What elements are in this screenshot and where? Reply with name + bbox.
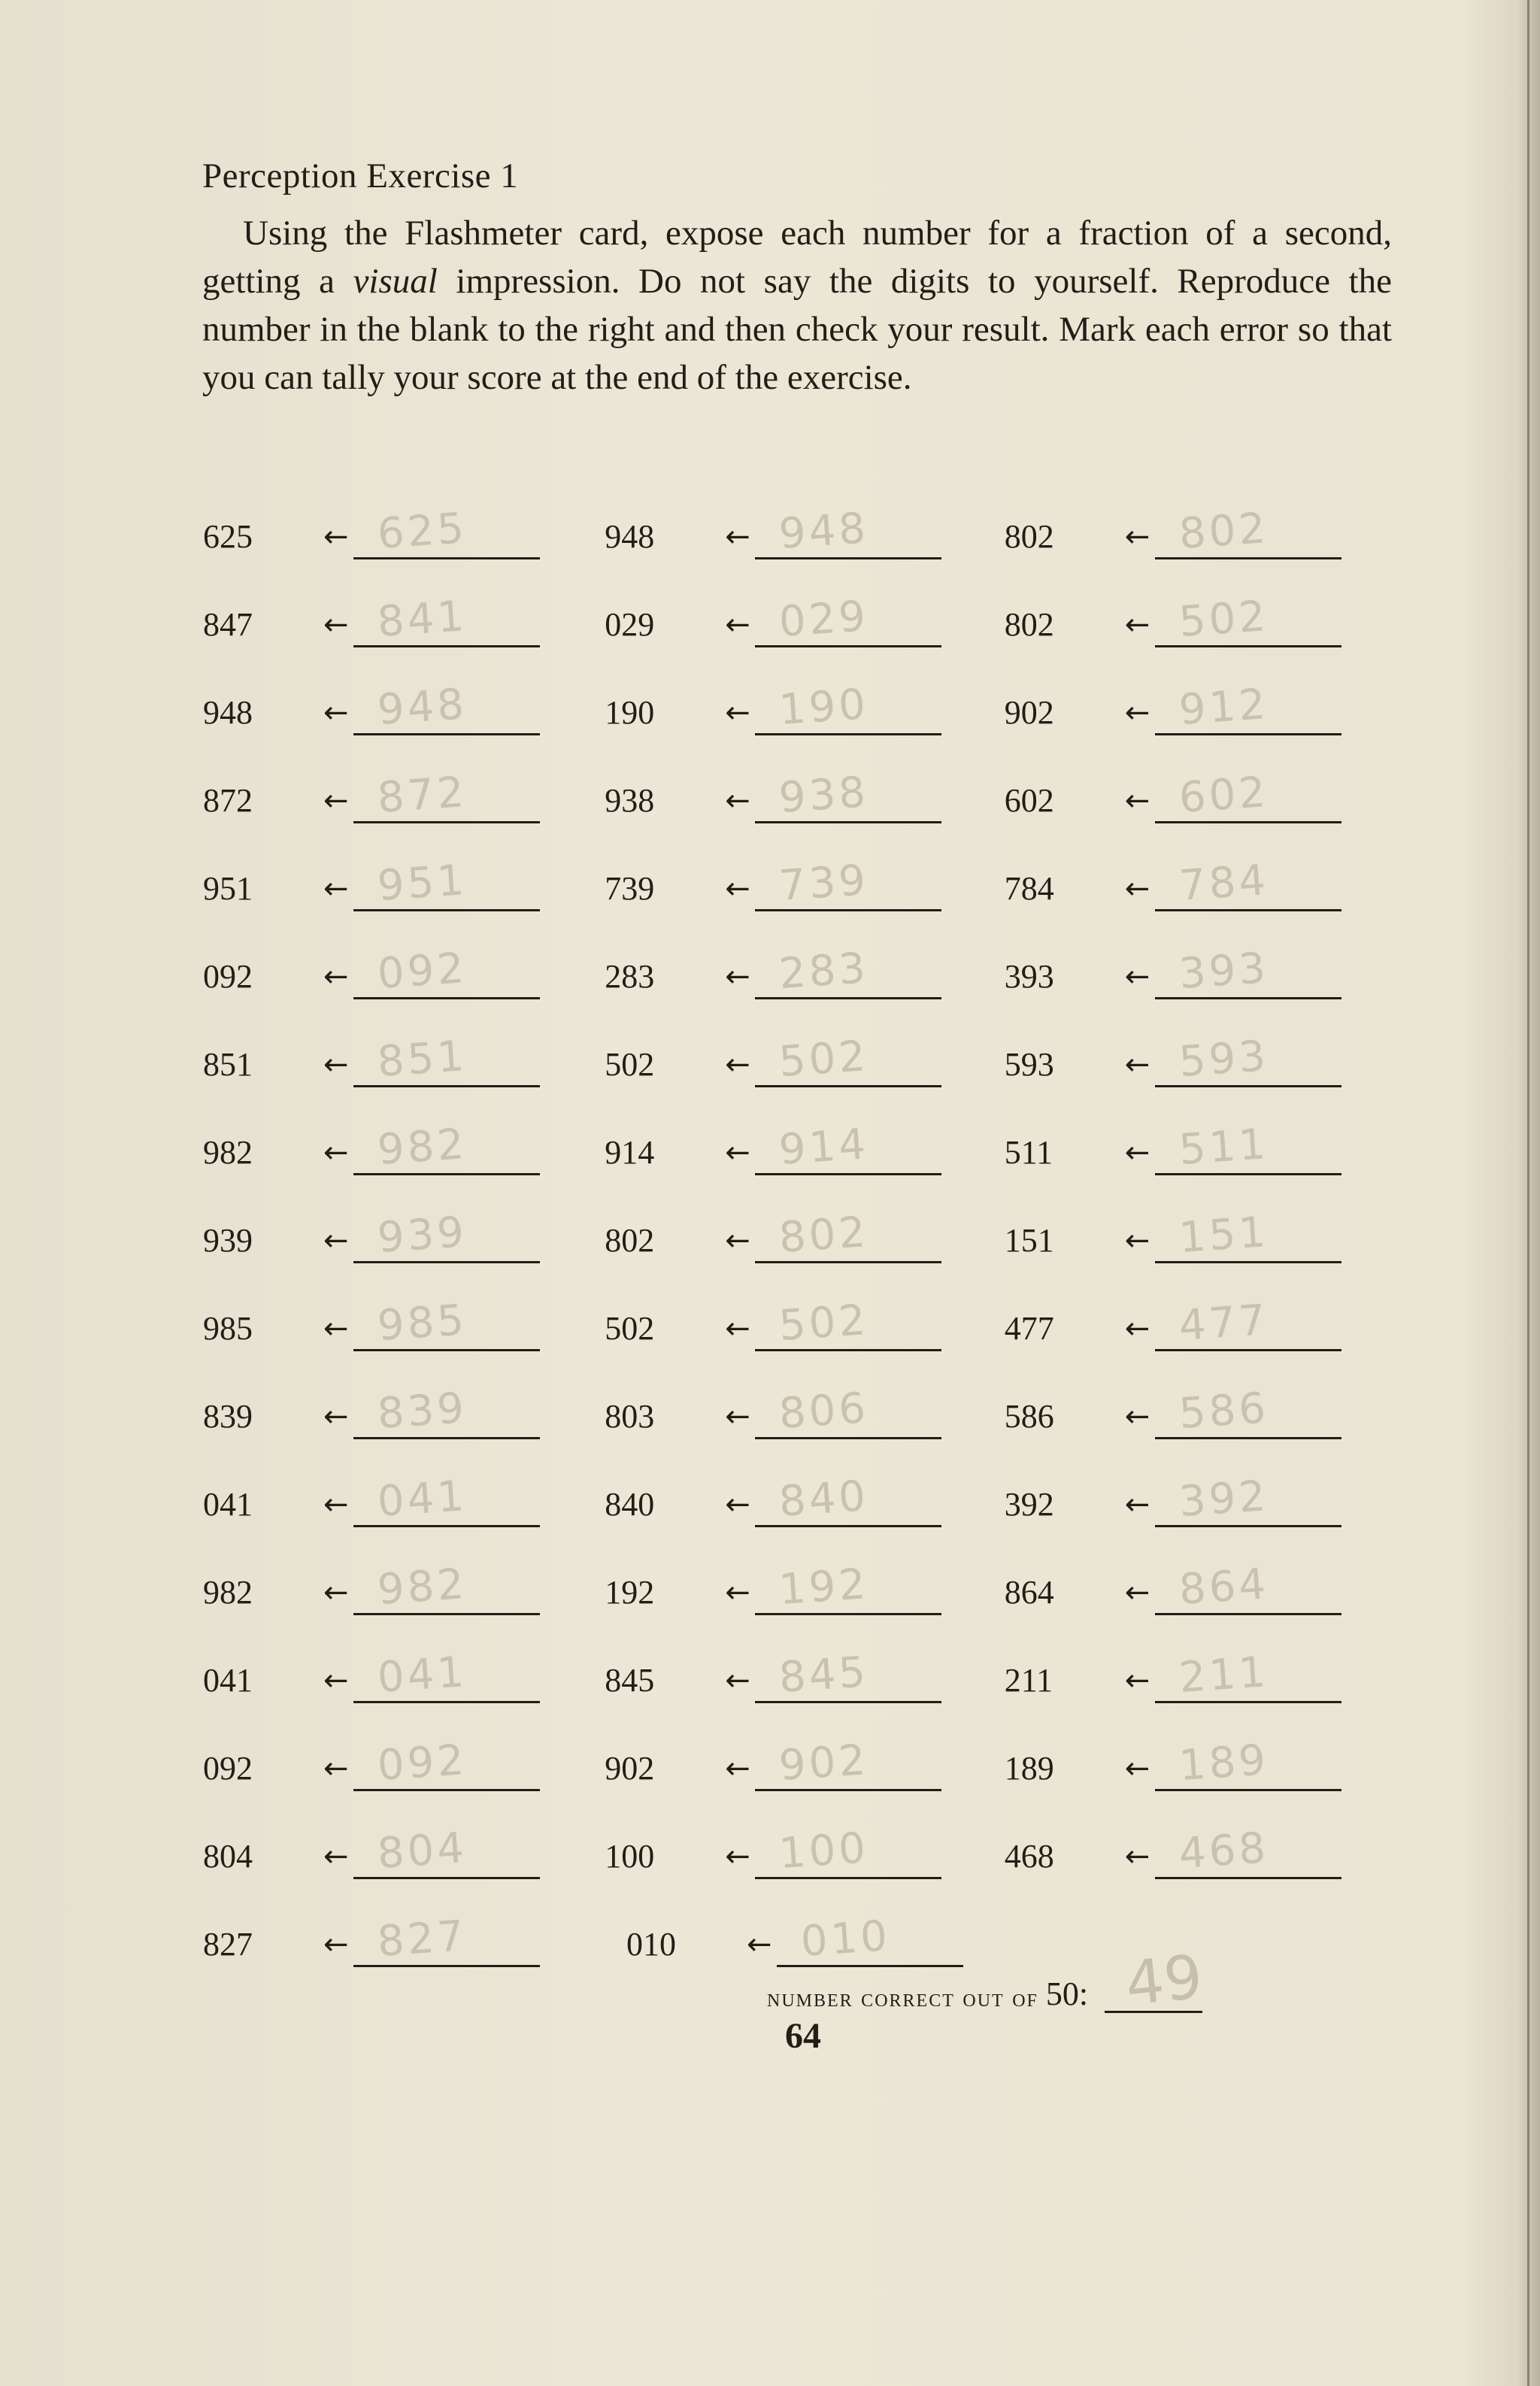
exercise-row [203, 1812, 1406, 1900]
handwritten-answer: 802 [778, 1207, 871, 1263]
answer-blank[interactable] [1155, 1559, 1341, 1615]
handwritten-answer: 948 [375, 679, 469, 735]
exercise-item [203, 1119, 605, 1175]
flash-number: 938 [605, 781, 655, 819]
answer-blank[interactable] [353, 1295, 540, 1351]
answer-blank[interactable] [353, 503, 540, 559]
answer-blank[interactable] [755, 679, 941, 735]
exercise-row [203, 1724, 1406, 1812]
answer-blank[interactable] [1155, 1031, 1341, 1087]
left-arrow-icon: ← [1124, 607, 1150, 642]
exercise-item [605, 1823, 1004, 1879]
exercise-item [605, 1207, 1004, 1263]
answer-blank[interactable] [1155, 943, 1341, 999]
handwritten-answer: 902 [778, 1735, 871, 1790]
flash-number: 192 [605, 1573, 655, 1611]
exercise-item [605, 1471, 1004, 1527]
flash-number: 985 [203, 1309, 253, 1347]
exercise-item [605, 1295, 1004, 1351]
answer-blank[interactable] [353, 1559, 540, 1615]
left-arrow-icon: ← [323, 1135, 349, 1170]
exercise-row [203, 1460, 1406, 1548]
handwritten-answer: 938 [778, 767, 871, 823]
left-arrow-icon: ← [1124, 1751, 1150, 1786]
page-edge-shadow [1527, 0, 1529, 2386]
left-arrow-icon: ← [725, 1399, 750, 1434]
left-arrow-icon: ← [1124, 519, 1150, 554]
exercise-row [203, 1372, 1406, 1460]
left-arrow-icon: ← [1124, 1047, 1150, 1082]
answer-blank[interactable] [353, 1911, 540, 1967]
flash-number: 847 [203, 605, 253, 643]
handwritten-answer: 511 [1177, 1119, 1270, 1175]
left-arrow-icon: ← [725, 959, 750, 994]
flash-number: 625 [203, 517, 253, 555]
answer-blank[interactable] [755, 591, 941, 647]
answer-blank[interactable] [755, 1031, 941, 1087]
left-arrow-icon: ← [323, 1223, 349, 1258]
flash-number: 939 [203, 1221, 253, 1259]
exercise-item [1004, 1823, 1406, 1879]
handwritten-answer: 845 [778, 1647, 871, 1702]
score-total: 50: [1045, 1975, 1089, 2012]
flash-number: 211 [1004, 1661, 1053, 1699]
left-arrow-icon: ← [323, 1047, 349, 1082]
handwritten-answer: 502 [1177, 591, 1270, 647]
flash-number: 502 [605, 1309, 655, 1347]
flash-number: 190 [605, 693, 655, 731]
handwritten-answer: 851 [375, 1031, 469, 1087]
handwritten-answer: 468 [1177, 1823, 1270, 1878]
answer-blank[interactable] [755, 767, 941, 823]
answer-blank[interactable] [353, 1031, 540, 1087]
flash-number: 802 [605, 1221, 655, 1259]
instructions-paragraph [202, 209, 1392, 402]
flash-number: 902 [1004, 693, 1054, 731]
exercise-item [605, 503, 1004, 559]
exercise-title: Perception Exercise 1 [202, 156, 519, 196]
exercise-item [1004, 1471, 1406, 1527]
left-arrow-icon: ← [747, 1927, 772, 1962]
handwritten-answer: 804 [375, 1823, 469, 1878]
left-arrow-icon: ← [1124, 1487, 1150, 1522]
flash-number: 393 [1004, 957, 1054, 995]
handwritten-answer: 802 [1177, 503, 1270, 559]
exercise-item [1004, 1559, 1406, 1615]
handwritten-answer: 092 [375, 1735, 469, 1790]
left-arrow-icon: ← [1124, 783, 1150, 818]
flash-number: 739 [605, 869, 655, 907]
left-arrow-icon: ← [1124, 1399, 1150, 1434]
handwritten-answer: 806 [778, 1383, 871, 1439]
flash-number: 593 [1004, 1045, 1054, 1083]
flash-number: 041 [203, 1661, 253, 1699]
handwritten-answer: 586 [1177, 1383, 1270, 1439]
exercise-row [203, 669, 1406, 756]
left-arrow-icon: ← [725, 1839, 750, 1874]
handwritten-answer: 951 [375, 855, 469, 911]
handwritten-answer: 840 [778, 1471, 871, 1526]
handwritten-answer: 593 [1177, 1031, 1270, 1087]
handwritten-answer: 948 [778, 503, 871, 559]
exercise-row [203, 1108, 1406, 1196]
left-arrow-icon: ← [725, 783, 750, 818]
left-arrow-icon: ← [725, 1751, 750, 1786]
handwritten-answer: 189 [1177, 1735, 1270, 1790]
handwritten-answer: 985 [375, 1295, 469, 1351]
exercise-item [1004, 591, 1406, 647]
flash-number: 468 [1004, 1837, 1054, 1875]
exercise-item [203, 1383, 605, 1439]
exercise-item [1004, 1119, 1406, 1175]
instructions-emphasis: visual [353, 262, 438, 301]
handwritten-answer: 982 [375, 1559, 469, 1614]
flash-number: 092 [203, 1749, 253, 1787]
handwritten-answer: 477 [1177, 1295, 1270, 1351]
answer-blank[interactable] [353, 943, 540, 999]
left-arrow-icon: ← [323, 1927, 349, 1962]
exercise-item [203, 1295, 605, 1351]
answer-blank[interactable] [777, 1911, 963, 1967]
handwritten-answer: 029 [778, 591, 871, 647]
flash-number: 948 [203, 693, 253, 731]
handwritten-answer: 827 [375, 1911, 469, 1966]
flash-number: 951 [203, 869, 253, 907]
exercise-item [203, 503, 605, 559]
left-arrow-icon: ← [725, 1311, 750, 1346]
answer-blank[interactable] [1155, 1383, 1341, 1439]
flash-number: 151 [1004, 1221, 1054, 1259]
handwritten-answer: 839 [375, 1383, 469, 1439]
answer-blank[interactable] [353, 679, 540, 735]
left-arrow-icon: ← [725, 871, 750, 906]
handwritten-answer: 190 [778, 679, 871, 735]
handwritten-answer: 502 [778, 1031, 871, 1087]
exercise-item [203, 679, 605, 735]
flash-number: 982 [203, 1133, 253, 1171]
handwritten-answer: 864 [1177, 1559, 1270, 1614]
exercise-item [203, 1207, 605, 1263]
left-arrow-icon: ← [725, 1575, 750, 1610]
exercise-row [203, 844, 1406, 932]
exercise-item [626, 1911, 1047, 1967]
score-label: number correct out of [767, 1984, 1038, 2012]
flash-number: 845 [605, 1661, 655, 1699]
flash-number: 586 [1004, 1397, 1054, 1435]
left-arrow-icon: ← [1124, 871, 1150, 906]
exercise-item [605, 1119, 1004, 1175]
left-arrow-icon: ← [323, 1663, 349, 1698]
exercise-item [1004, 943, 1406, 999]
exercise-item [605, 943, 1004, 999]
flash-number: 802 [1004, 517, 1054, 555]
flash-number: 804 [203, 1837, 253, 1875]
flash-number: 100 [605, 1837, 655, 1875]
score-blank[interactable] [1105, 1941, 1206, 2020]
handwritten-answer: 912 [1177, 679, 1270, 735]
left-arrow-icon: ← [1124, 1663, 1150, 1698]
exercise-item [203, 1911, 626, 1967]
exercise-row [203, 756, 1406, 844]
left-arrow-icon: ← [1124, 1839, 1150, 1874]
left-arrow-icon: ← [725, 1135, 750, 1170]
left-arrow-icon: ← [323, 695, 349, 730]
exercise-item [1004, 1383, 1406, 1439]
left-arrow-icon: ← [725, 1047, 750, 1082]
exercise-row [203, 1636, 1406, 1724]
answer-blank[interactable] [1155, 1735, 1341, 1791]
flash-number: 827 [203, 1925, 253, 1963]
handwritten-answer: 914 [778, 1119, 871, 1175]
answer-blank[interactable] [353, 1823, 540, 1879]
exercise-item [1004, 1647, 1406, 1703]
left-arrow-icon: ← [323, 959, 349, 994]
flash-number: 477 [1004, 1309, 1054, 1347]
answer-blank[interactable] [353, 1207, 540, 1263]
exercise-item [203, 1559, 605, 1615]
answer-blank[interactable] [755, 1383, 941, 1439]
answer-blank[interactable] [353, 1471, 540, 1527]
answer-blank[interactable] [755, 1207, 941, 1263]
exercise-item [1004, 1295, 1406, 1351]
left-arrow-icon: ← [323, 783, 349, 818]
handwritten-answer: 625 [375, 503, 469, 559]
exercise-item [1004, 1031, 1406, 1087]
left-arrow-icon: ← [1124, 959, 1150, 994]
exercise-item [1004, 1735, 1406, 1791]
flash-number: 803 [605, 1397, 655, 1435]
left-arrow-icon: ← [725, 1487, 750, 1522]
left-arrow-icon: ← [323, 1311, 349, 1346]
answer-blank[interactable] [1155, 1119, 1341, 1175]
exercise-item [1004, 855, 1406, 911]
handwritten-answer: 010 [799, 1911, 893, 1966]
page-number: 64 [785, 2016, 821, 2056]
left-arrow-icon: ← [323, 519, 349, 554]
exercise-item [605, 679, 1004, 735]
flash-number: 851 [203, 1045, 253, 1083]
flash-number: 872 [203, 781, 253, 819]
left-arrow-icon: ← [323, 1839, 349, 1874]
answer-blank[interactable] [755, 855, 941, 911]
exercise-item [203, 1471, 605, 1527]
left-arrow-icon: ← [323, 1751, 349, 1786]
exercise-item [203, 591, 605, 647]
score-handwritten-answer: 49 [1122, 1941, 1206, 2020]
answer-blank[interactable] [755, 1823, 941, 1879]
exercise-row [203, 1548, 1406, 1636]
answer-blank[interactable] [1155, 591, 1341, 647]
exercise-item [203, 767, 605, 823]
flash-number: 914 [605, 1133, 655, 1171]
exercise-item [1004, 679, 1406, 735]
answer-blank[interactable] [353, 767, 540, 823]
handwritten-answer: 041 [375, 1647, 469, 1702]
exercise-item [1004, 1207, 1406, 1263]
flash-number: 029 [605, 605, 655, 643]
flash-number: 840 [605, 1485, 655, 1523]
answer-blank[interactable] [353, 1383, 540, 1439]
flash-number: 864 [1004, 1573, 1054, 1611]
handwritten-answer: 392 [1177, 1471, 1270, 1526]
exercise-row [203, 1196, 1406, 1284]
exercise-item [605, 591, 1004, 647]
answer-blank[interactable] [353, 591, 540, 647]
exercise-item [605, 1031, 1004, 1087]
flash-number: 392 [1004, 1485, 1054, 1523]
exercise-item [203, 1823, 605, 1879]
answer-blank[interactable] [755, 943, 941, 999]
flash-number: 784 [1004, 869, 1054, 907]
answer-blank[interactable] [353, 855, 540, 911]
answer-blank[interactable] [1155, 1471, 1341, 1527]
handwritten-answer: 041 [375, 1471, 469, 1526]
score-line [767, 1941, 1206, 2020]
answer-blank[interactable] [755, 1647, 941, 1703]
handwritten-answer: 982 [375, 1119, 469, 1175]
flash-number: 189 [1004, 1749, 1054, 1787]
exercise-item [605, 767, 1004, 823]
exercise-item [1004, 767, 1406, 823]
handwritten-answer: 393 [1177, 943, 1270, 999]
answer-blank[interactable] [755, 1295, 941, 1351]
handwritten-answer: 872 [375, 767, 469, 823]
handwritten-answer: 192 [778, 1559, 871, 1614]
exercise-grid [203, 493, 1406, 1988]
flash-number: 010 [626, 1925, 676, 1963]
flash-number: 839 [203, 1397, 253, 1435]
exercise-item [605, 1735, 1004, 1791]
answer-blank[interactable] [353, 1735, 540, 1791]
answer-blank[interactable] [1155, 1207, 1341, 1263]
left-arrow-icon: ← [725, 607, 750, 642]
flash-number: 902 [605, 1749, 655, 1787]
left-arrow-icon: ← [323, 1487, 349, 1522]
handwritten-answer: 784 [1177, 855, 1270, 911]
handwritten-answer: 602 [1177, 767, 1270, 823]
answer-blank[interactable] [1155, 1295, 1341, 1351]
left-arrow-icon: ← [725, 1663, 750, 1698]
exercise-row [203, 493, 1406, 581]
handwritten-answer: 151 [1177, 1207, 1270, 1263]
left-arrow-icon: ← [323, 607, 349, 642]
handwritten-answer: 100 [778, 1823, 871, 1878]
exercise-item [605, 1647, 1004, 1703]
answer-blank[interactable] [1155, 679, 1341, 735]
flash-number: 802 [1004, 605, 1054, 643]
left-arrow-icon: ← [323, 1575, 349, 1610]
flash-number: 041 [203, 1485, 253, 1523]
exercise-row [203, 581, 1406, 669]
exercise-item [1004, 503, 1406, 559]
exercise-row [203, 1020, 1406, 1108]
instructions-text-start: Using the Flashmeter card, expose each number for a fraction of a second, getting a [202, 214, 1392, 301]
exercise-item [605, 855, 1004, 911]
left-arrow-icon: ← [1124, 1575, 1150, 1610]
handwritten-answer: 841 [375, 591, 469, 647]
left-arrow-icon: ← [1124, 1135, 1150, 1170]
handwritten-answer: 283 [778, 943, 871, 999]
answer-blank[interactable] [1155, 1647, 1341, 1703]
answer-blank[interactable] [755, 1119, 941, 1175]
answer-blank[interactable] [353, 1119, 540, 1175]
flash-number: 602 [1004, 781, 1054, 819]
handwritten-answer: 211 [1177, 1647, 1270, 1702]
answer-blank[interactable] [755, 1735, 941, 1791]
left-arrow-icon: ← [725, 695, 750, 730]
flash-number: 502 [605, 1045, 655, 1083]
flash-number: 092 [203, 957, 253, 995]
exercise-row [203, 932, 1406, 1020]
instructions-text-end: impression. Do not say the digits to yourself. Reproduce the number in the blank to the right and then check your result. Mark each error so that you can tally your score at the end of the exercise. [202, 262, 1392, 397]
exercise-item [203, 1647, 605, 1703]
exercise-item [605, 1559, 1004, 1615]
left-arrow-icon: ← [725, 519, 750, 554]
left-arrow-icon: ← [1124, 695, 1150, 730]
exercise-item [203, 855, 605, 911]
handwritten-answer: 502 [778, 1295, 871, 1351]
answer-blank[interactable] [1155, 1823, 1341, 1879]
handwritten-answer: 739 [778, 855, 871, 911]
left-arrow-icon: ← [1124, 1311, 1150, 1346]
flash-number: 511 [1004, 1133, 1053, 1171]
flash-number: 948 [605, 517, 655, 555]
exercise-item [605, 1383, 1004, 1439]
handwritten-answer: 939 [375, 1207, 469, 1263]
answer-blank[interactable] [1155, 855, 1341, 911]
left-arrow-icon: ← [323, 871, 349, 906]
answer-blank[interactable] [1155, 503, 1341, 559]
exercise-item [203, 1735, 605, 1791]
answer-blank[interactable] [1155, 767, 1341, 823]
handwritten-answer: 092 [375, 943, 469, 999]
answer-blank[interactable] [353, 1647, 540, 1703]
flash-number: 982 [203, 1573, 253, 1611]
exercise-item [203, 1031, 605, 1087]
left-arrow-icon: ← [1124, 1223, 1150, 1258]
answer-blank[interactable] [755, 1471, 941, 1527]
exercise-item [203, 943, 605, 999]
left-arrow-icon: ← [323, 1399, 349, 1434]
flash-number: 283 [605, 957, 655, 995]
answer-blank[interactable] [755, 1559, 941, 1615]
answer-blank[interactable] [755, 503, 941, 559]
exercise-row [203, 1284, 1406, 1372]
left-arrow-icon: ← [725, 1223, 750, 1258]
